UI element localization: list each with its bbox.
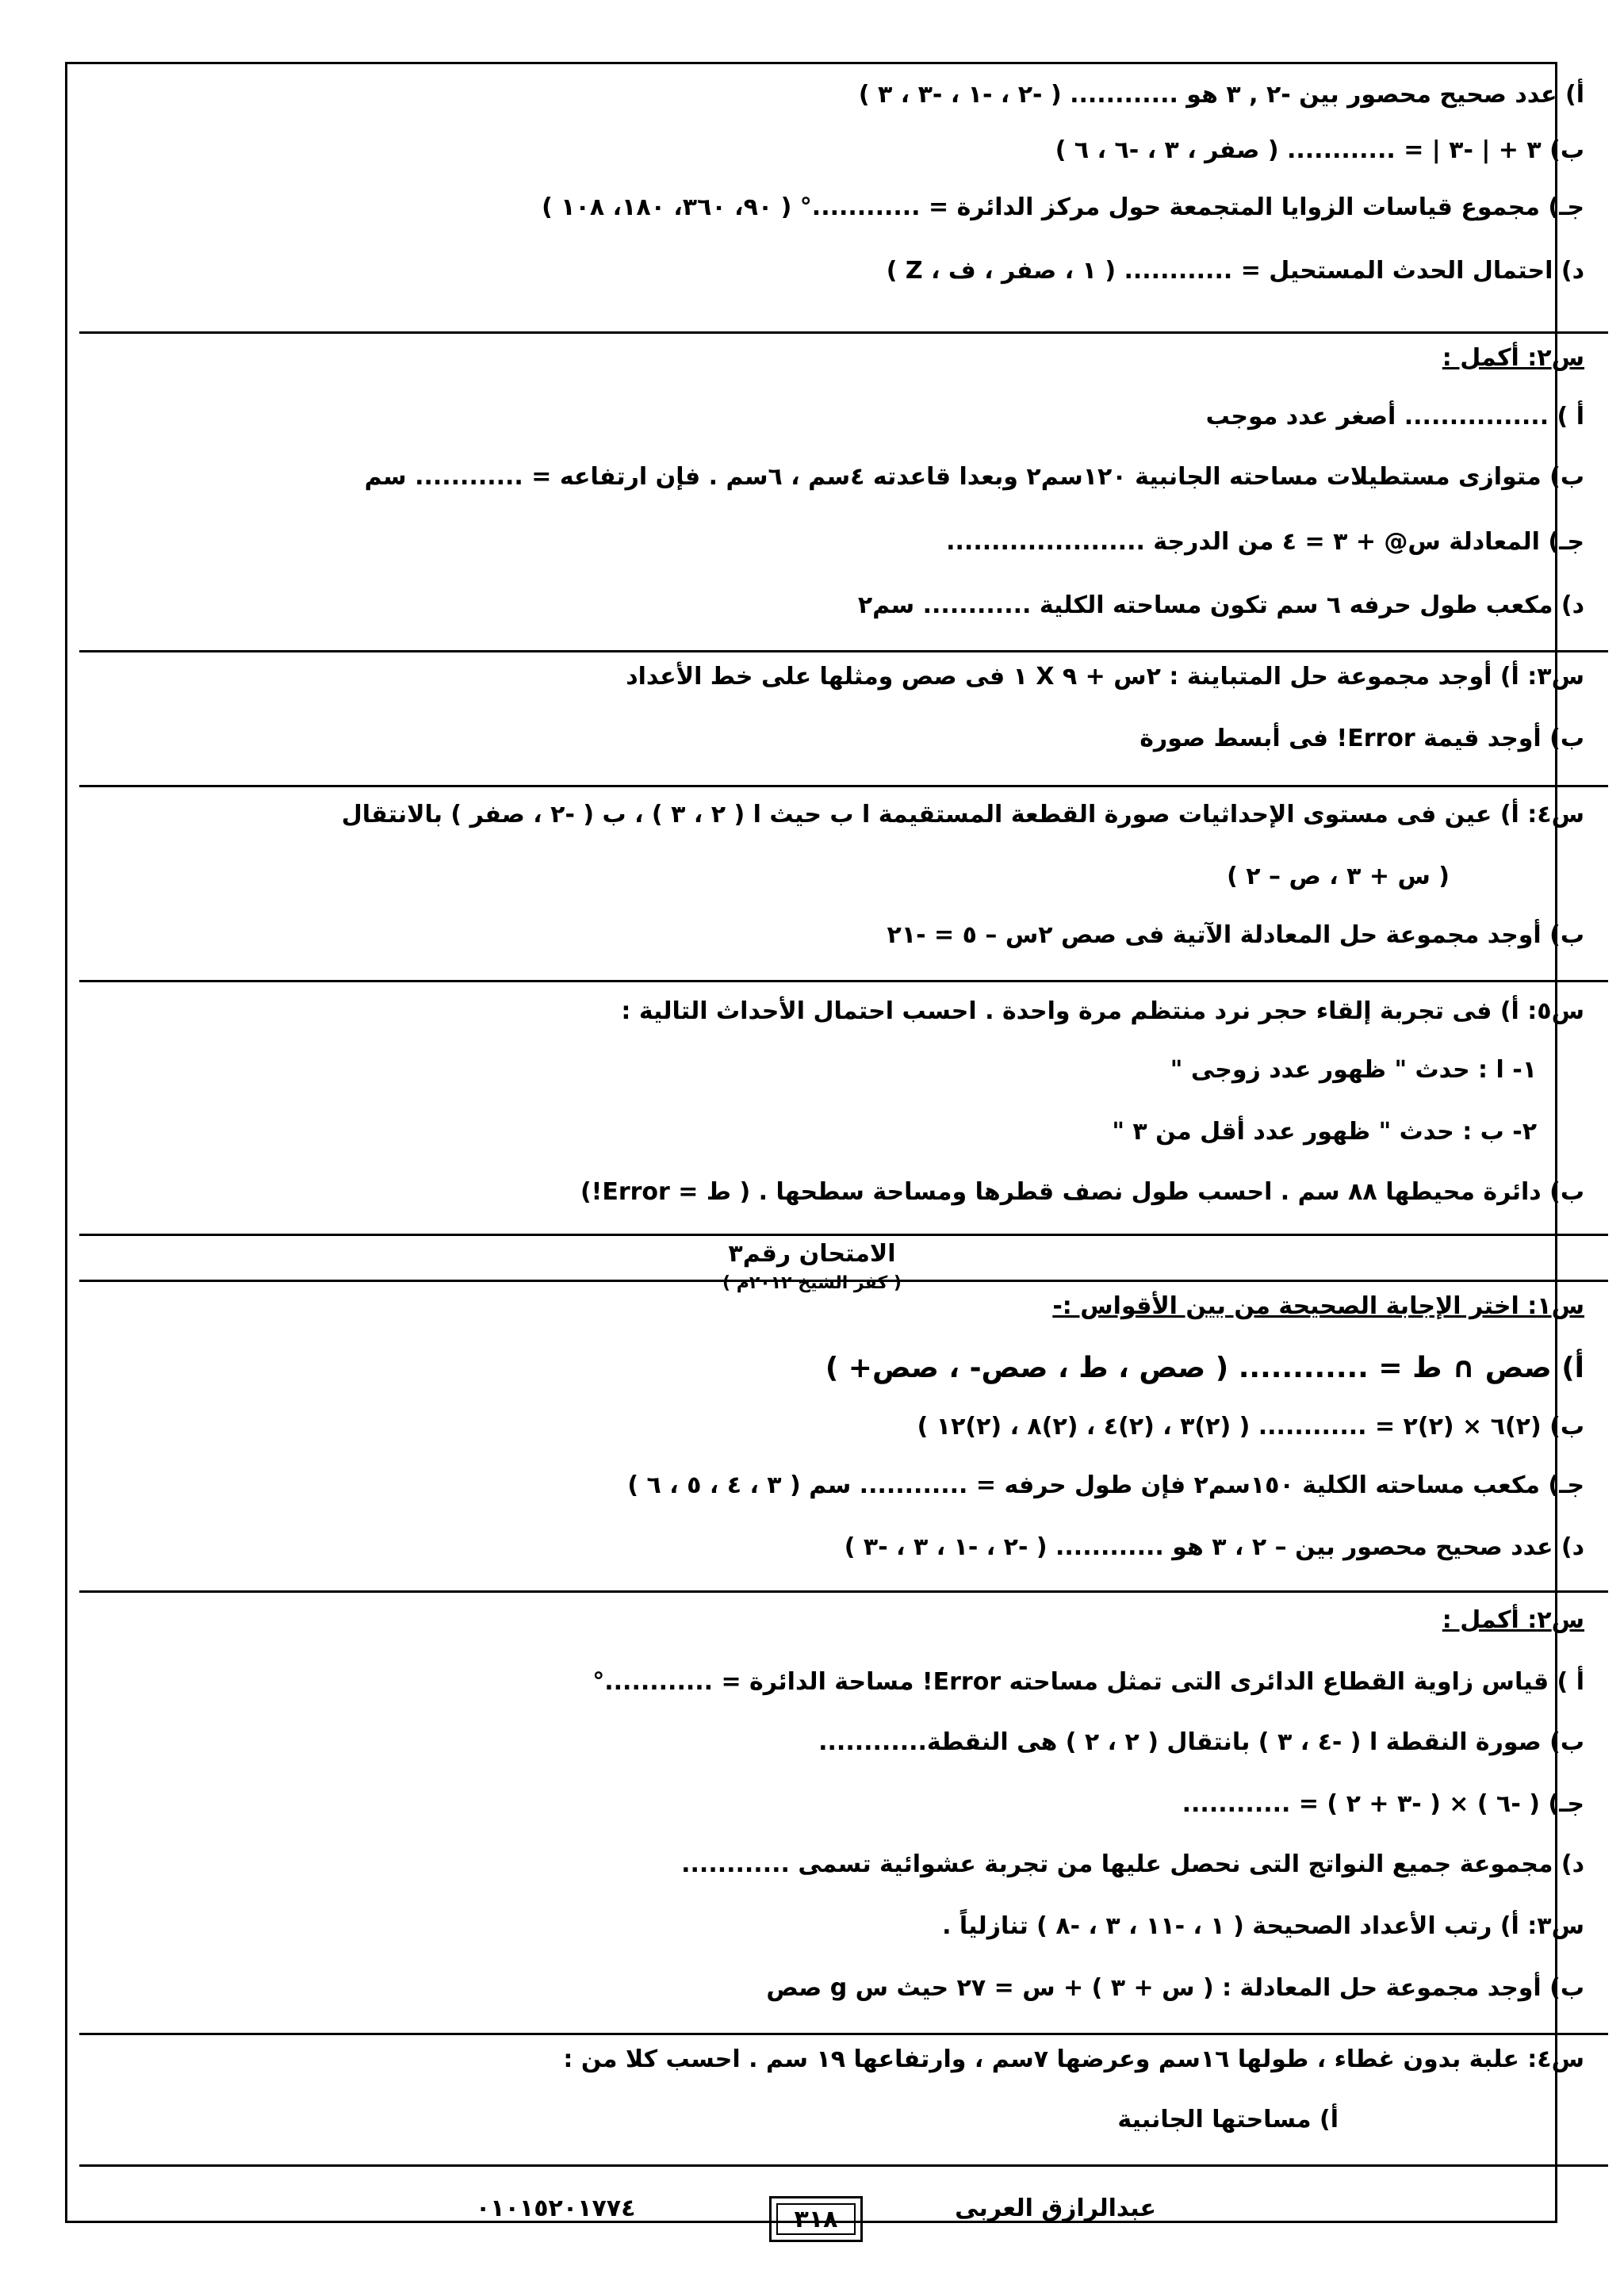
divider [79,331,1608,334]
exam2-q3-a: س٣: أ) رتب الأعداد الصحيحة ( ١ ، -١١ ، ٣ ، -٨ ) تنازلياً . [942,1912,1584,1940]
exam1-q4-a2: ( س + ٣ ، ص – ٢ ) [1227,863,1450,890]
exam1-q4-b: ب) أوجد مجموعة حل المعادلة الآتية فى صص ٢س – ٥ = -٢١ [887,921,1584,949]
exam1-q1-d: د) احتمال الحدث المستحيل = ............ ( ١ ، صفر ، ف ، Z ) [886,257,1584,285]
exam2-q2-c: جـ) ( -٦ ) × ( -٣ + ٢ ) = ............ [1182,1790,1584,1818]
page-number: ٣١٨ [776,2203,856,2235]
divider [79,2033,1608,2035]
exam1-q5-b: ب) دائرة محيطها ٨٨ سم . احسب طول نصف قطرها ومساحة سطحها . ( ط = Error!) [580,1178,1584,1206]
exam2-q3-b: ب) أوجد مجموعة حل المعادلة : ( س + ٣ ) + س = ٢٧ حيث س g صص [766,1974,1584,2002]
exam1-q5-a1: ١- ا : حدث " ظهور عدد زوجى " [1170,1056,1537,1084]
exam1-q2-b: ب) متوازى مستطيلات مساحته الجانبية ١٢٠سم٢ وبعدا قاعدته ٤سم ، ٦سم . فإن ارتفاعه = ............ سم [364,463,1584,491]
exam1-q5-a2: ٢- ب : حدث " ظهور عدد أقل من ٣ " [1112,1118,1537,1146]
exam2-q1-b: ب) (٢)٦ × (٢)٢ = ............ ( (٢)٣ ، (٢)٤ ، (٢)٨ ، (٢)١٢ ) [917,1413,1584,1441]
exam2-title: الامتحان رقم٣ [728,1240,896,1268]
exam1-q2-heading: س٢: أكمل : [1442,344,1584,372]
exam2-q2-d: د) مجموعة جميع النواتج التى نحصل عليها من تجربة عشوائية تسمى ............ [681,1850,1584,1878]
exam1-q1-a: أ) عدد صحيح محصور بين -٢ , ٣ هو ............ ( -٢ ، -١ ، -٣ ، ٣ ) [858,81,1584,109]
exam1-q5-a: س٥: أ) فى تجربة إلقاء حجر نرد منتظم مرة واحدة . احسب احتمال الأحداث التالية : [621,997,1584,1025]
exam1-q1-b: ب) ٣ + | -٣ | = ............ ( صفر ، ٣ ، -٦ ، ٦ ) [1055,136,1584,164]
exam2-q1-d: د) عدد صحيح محصور بين – ٢ ، ٣ هو ............ ( -٢ ، -١ ، ٣ ، -٣ ) [844,1533,1584,1561]
exam2-q2-heading: س٢: أكمل : [1442,1606,1584,1634]
exam1-q2-c: جـ) المعادلة س@ + ٣ = ٤ من الدرجة ...................... [946,528,1584,556]
exam1-q2-d: د) مكعب طول حرفه ٦ سم تكون مساحته الكلية ............ سم٢ [857,591,1584,619]
exam1-q3-a: س٣: أ) أوجد مجموعة حل المتباينة : ٢س + ٩ X ١ فى صص ومثلها على خط الأعداد [626,663,1584,691]
exam1-q1-c: جـ) مجموع قياسات الزوايا المتجمعة حول مركز الدائرة = ............° ( ٩٠، ٣٦٠، ١٨٠، ١٠٨ ) [542,193,1584,221]
divider [79,1234,1608,1236]
exam1-q3-b: ب) أوجد قيمة Error! فى أبسط صورة [1139,725,1584,752]
exam2-q2-b: ب) صورة النقطة ا ( -٤ ، ٣ ) بانتقال ( ٢ ، ٢ ) هى النقطة............ [818,1728,1584,1756]
divider [79,1280,1608,1282]
page-number-box [769,2196,863,2242]
divider [79,1590,1608,1593]
footer-author: عبدالرازق العربى [955,2195,1156,2222]
divider [79,980,1608,982]
exam2-q4-a1: أ) مساحتها الجانبية [1117,2106,1339,2133]
divider [79,650,1608,652]
exam1-q4-a: س٤: أ) عين فى مستوى الإحداثيات صورة القطعة المستقيمة ا ب حيث ا ( ٢ ، ٣ ) ، ب ( -٢ ، صفر ) بالانتقال [341,801,1584,828]
exam2-q2-a: أ ) قياس زاوية القطاع الدائرى التى تمثل مساحته Error! مساحة الدائرة = ............° [592,1668,1584,1696]
exam2-q1-heading: س١: اختر الإجابة الصحيحة من بين الأقواس :- [1052,1292,1584,1320]
divider [79,785,1608,787]
exam1-q2-a: أ ) ................ أصغر عدد موجب [1205,403,1584,430]
divider [79,2164,1608,2167]
exam2-subtitle: ( كفر الشيخ ٢٠١٢م ) [722,1273,902,1293]
footer-phone: ٠١٠١٥٢٠١٧٧٤ [476,2195,636,2222]
exam2-q1-a: أ) صص ∩ ط = ............ ( صص ، ط ، صص- ، صص+ ) [825,1352,1584,1384]
exam2-q1-c: جـ) مكعب مساحته الكلية ١٥٠سم٢ فإن طول حرفه = ............ سم ( ٣ ، ٤ ، ٥ ، ٦ ) [627,1471,1584,1499]
exam2-q4-a: س٤: علبة بدون غطاء ، طولها ١٦سم وعرضها ٧سم ، وارتفاعها ١٩ سم . احسب كلا من : [563,2045,1584,2073]
